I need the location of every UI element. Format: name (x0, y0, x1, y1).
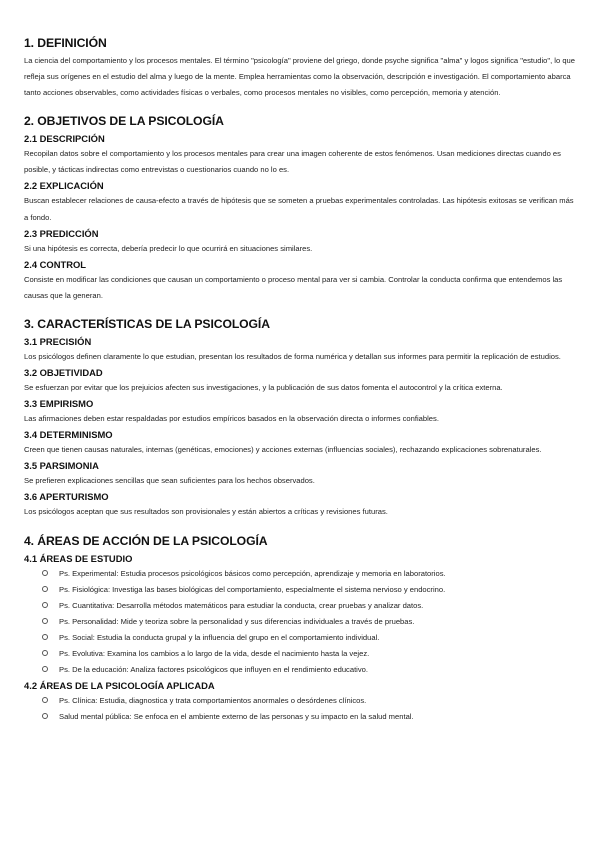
list-item-text: Salud mental pública: Se enfoca en el ambiente externo de las personas y su impacto en la salud mental. (59, 711, 414, 721)
subsection-title: 3.5 PARSIMONIA (24, 460, 99, 472)
paragraph: Los psicólogos aceptan que sus resultados son provisionales y están abiertos a críticas y revisiones futuras. (24, 507, 388, 517)
paragraph: Se prefieren explicaciones sencillas que sean suficientes para los hechos observados. (24, 476, 315, 486)
paragraph: Creen que tienen causas naturales, internas (genéticas, emociones) y acciones externas (influencias sociales), rechazando explicaciones sobrenaturales. (24, 445, 542, 455)
section-objetivos (24, 114, 576, 304)
list-item (42, 614, 576, 630)
circle-bullet-icon (42, 650, 48, 656)
circle-bullet-icon (42, 570, 48, 576)
subsection-title: 3.2 OBJETIVIDAD (24, 367, 103, 379)
circle-bullet-icon (42, 697, 48, 703)
circle-bullet-icon (42, 634, 48, 640)
subsection-title: 3.4 DETERMINISMO (24, 429, 113, 441)
list-item (42, 630, 576, 646)
list-item (42, 662, 576, 678)
subsection-title: 3.3 EMPIRISMO (24, 398, 94, 410)
paragraph: Consiste en modificar las condiciones que causan un comportamiento o proceso mental para ver si cambia. Controlar la conducta confirma que entendemos las causas que la generan. (24, 274, 563, 300)
circle-bullet-icon (42, 602, 48, 608)
list-item (42, 709, 576, 725)
list-item-text: Ps. Personalidad: Mide y teoriza sobre la personalidad y sus diferencias individuales a través de pruebas. (59, 616, 415, 626)
subsection-title: 3.1 PRECISIÓN (24, 335, 92, 347)
list-item-text: Ps. Cuantitativa: Desarrolla métodos matemáticos para estudiar la conducta, crear pruebas y analizar datos. (59, 600, 424, 610)
subsection-title: 2.4 CONTROL (24, 258, 86, 270)
bullet-list (24, 693, 576, 725)
section-caracteristicas (24, 317, 576, 521)
paragraph: Recopilan datos sobre el comportamiento y los procesos mentales para crear una imagen coherente de estos fenómenos. Usan mediciones directas cuando es posible, y tácticas indirectas como entrevistas o cuestionarios cuando no lo es. (24, 149, 561, 175)
subsection-title: 2.3 PREDICCIÓN (24, 227, 99, 239)
list-item-text: Ps. Experimental: Estudia procesos psicológicos básicos como percepción, aprendizaje y memoria en laboratorios. (59, 568, 446, 578)
list-item-text: Ps. De la educación: Analiza factores psicológicos que influyen en el rendimiento educativo. (59, 664, 368, 674)
list-item (42, 598, 576, 614)
list-item (42, 566, 576, 582)
subsection-title: 4.2 ÁREAS DE LA PSICOLOGÍA APLICADA (24, 679, 215, 691)
list-item-text: Ps. Evolutiva: Examina los cambios a lo largo de la vida, desde el nacimiento hasta la vejez. (59, 648, 370, 658)
circle-bullet-icon (42, 666, 48, 672)
paragraph: Buscan establecer relaciones de causa-efecto a través de hipótesis que se someten a pruebas experimentales controladas. Las hipótesis exitosas se verifican más a fondo. (24, 196, 574, 222)
circle-bullet-icon (42, 713, 48, 719)
subsection-title: 3.6 APERTURISMO (24, 491, 109, 503)
section-title: 1. DEFINICIÓN (24, 36, 107, 50)
section-areas (24, 534, 576, 725)
section-title: 2. OBJETIVOS DE LA PSICOLOGÍA (24, 114, 224, 129)
list-item-text: Ps. Fisiológica: Investiga las bases biológicas del comportamiento, especialmente el sistema nervioso y endocrino. (59, 584, 446, 594)
paragraph: La ciencia del comportamiento y los procesos mentales. El término "psicología" proviene del griego, donde psyche significa "alma" y logos significa "estudio", lo que refleja sus orígenes en el estudio del alma y luego de la mente. Emplea herramientas como la observación, descripción e investigación. El comportamiento abarca tanto acciones observables, como actividades físicas o verbales, como procesos mentales no visibles, como percepción, memoria y atención. (24, 56, 575, 98)
subsection-title: 2.1 DESCRIPCIÓN (24, 133, 105, 145)
section-definicion (24, 36, 576, 101)
list-item-text: Ps. Social: Estudia la conducta grupal y la influencia del grupo en el comportamiento individual. (59, 632, 380, 642)
section-title: 4. ÁREAS DE ACCIÓN DE LA PSICOLOGÍA (24, 533, 268, 548)
circle-bullet-icon (42, 586, 48, 592)
subsection-title: 4.1 ÁREAS DE ESTUDIO (24, 552, 133, 564)
list-item-text: Ps. Clínica: Estudia, diagnostica y trata comportamientos anormales o desórdenes clínicos. (59, 695, 367, 705)
circle-bullet-icon (42, 618, 48, 624)
paragraph: Si una hipótesis es correcta, debería predecir lo que ocurrirá en situaciones similares. (24, 243, 313, 253)
list-item (42, 693, 576, 709)
paragraph: Los psicólogos definen claramente lo que estudian, presentan los resultados de forma numérica y detallan sus informes para permitir la replicación de estudios. (24, 351, 561, 361)
list-item (42, 646, 576, 662)
paragraph: Las afirmaciones deben estar respaldadas por estudios empíricos basados en la observación directa o informes confiables. (24, 414, 439, 424)
section-title: 3. CARACTERÍSTICAS DE LA PSICOLOGÍA (24, 316, 270, 331)
paragraph: Se esfuerzan por evitar que los prejuicios afecten sus investigaciones, y la publicación de sus datos fomenta el autocontrol y la crítica externa. (24, 383, 503, 393)
bullet-list (24, 566, 576, 678)
subsection-title: 2.2 EXPLICACIÓN (24, 180, 104, 192)
list-item (42, 582, 576, 598)
